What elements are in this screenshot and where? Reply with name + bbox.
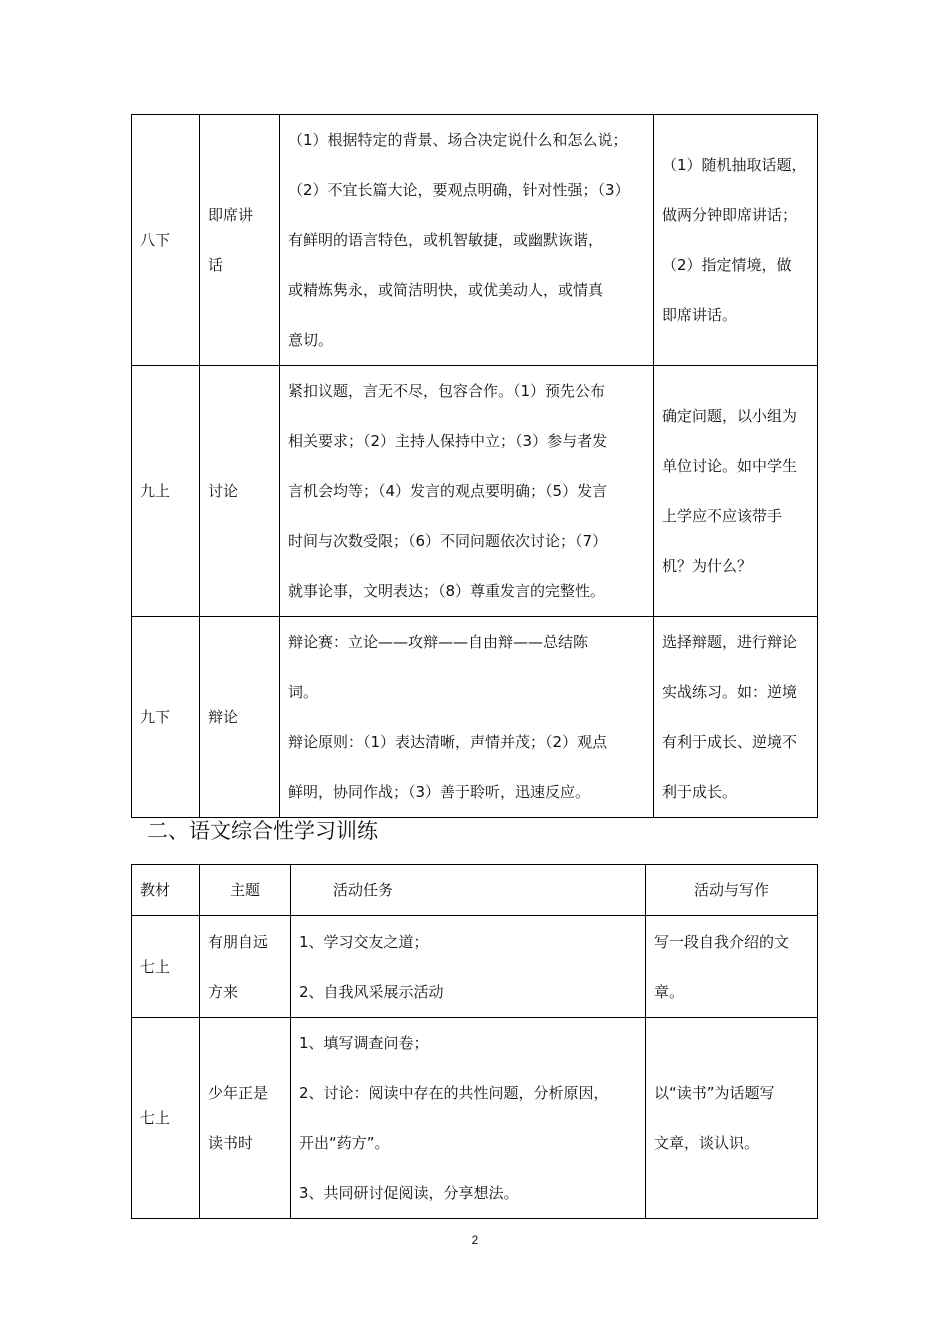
grade-cell: 九下 [132,617,200,818]
practice-cell: 确定问题，以小组为 单位讨论。如中学生 上学应不应该带手 机？为什么？ [654,366,818,617]
theme-cell: 少年正是 读书时 [200,1018,291,1219]
section-heading: 二、语文综合性学习训练 [147,819,378,843]
textbook-cell: 七上 [132,916,200,1018]
header-textbook: 教材 [132,865,200,916]
topic-cell: 即席讲 话 [200,115,280,366]
practice-cell: （1）随机抽取话题， 做两分钟即席讲话； （2）指定情境，做 即席讲话。 [654,115,818,366]
writing-cell: 以“读书”为话题写 文章，谈认识。 [646,1018,818,1219]
topic-cell: 辩论 [200,617,280,818]
requirement-cell: 辩论赛：立论——攻辩——自由辩——总结陈 词。 辩论原则：（1）表达清晰，声情并茂；（2）观点 鲜明，协同作战；（3）善于聆听，迅速反应。 [280,617,654,818]
theme-cell: 有朋自远 方来 [200,916,291,1018]
table-row [132,916,818,1018]
oral-communication-table [131,114,818,818]
tasks-cell: 1、填写调查问卷； 2、讨论：阅读中存在的共性问题，分析原因， 开出“药方”。 3、共同研讨促阅读，分享想法。 [291,1018,646,1219]
header-tasks: 活动任务 [291,865,646,916]
grade-cell: 九上 [132,366,200,617]
table-header-row [132,865,818,916]
page-number: 2 [471,1233,479,1247]
table-row [132,617,818,818]
comprehensive-learning-table [131,864,818,1219]
header-writing: 活动与写作 [646,865,818,916]
writing-cell: 写一段自我介绍的文 章。 [646,916,818,1018]
textbook-cell: 七上 [132,1018,200,1219]
requirement-cell: （1）根据特定的背景、场合决定说什么和怎么说； （2）不宜长篇大论，要观点明确，针对性强；（3） 有鲜明的语言特色，或机智敏捷，或幽默诙谐， 或精炼隽永，或简洁明快，或优美动人，或情真 意切。 [280,115,654,366]
tasks-cell: 1、学习交友之道； 2、自我风采展示活动 [291,916,646,1018]
topic-cell: 讨论 [200,366,280,617]
practice-cell: 选择辩题，进行辩论 实战练习。如：逆境 有利于成长、逆境不 利于成长。 [654,617,818,818]
table-row [132,115,818,366]
table-row [132,366,818,617]
grade-cell: 八下 [132,115,200,366]
requirement-cell: 紧扣议题，言无不尽，包容合作。（1）预先公布 相关要求；（2）主持人保持中立；（3）参与者发 言机会均等；（4）发言的观点要明确；（5）发言 时间与次数受限；（6）不同问题依次讨论；（7） 就事论事，文明表达；（8）尊重发言的完整性。 [280,366,654,617]
header-theme: 主题 [200,865,291,916]
table-row [132,1018,818,1219]
